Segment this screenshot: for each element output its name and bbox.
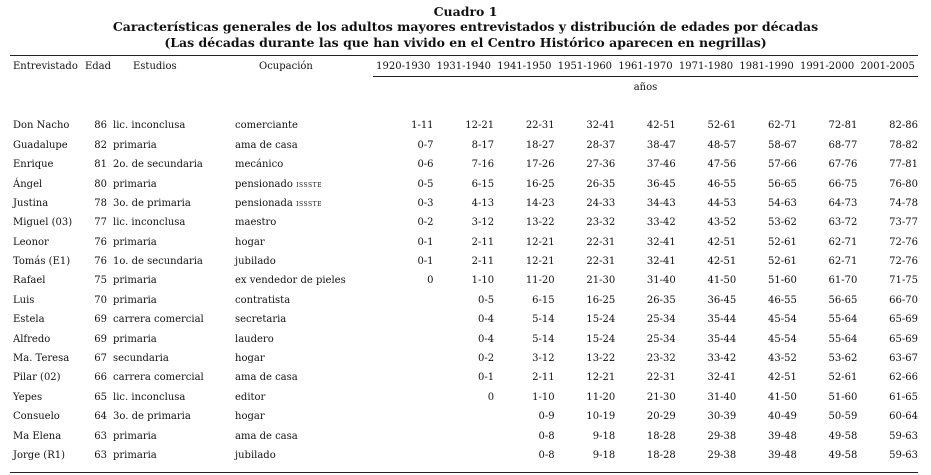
cell-ocupacion <box>235 155 373 174</box>
table-row <box>10 233 918 252</box>
occupation-text: pensionado <box>235 178 293 190</box>
cell-ocupacion <box>235 446 373 465</box>
cell-decade: 63-67 <box>889 353 918 365</box>
header-estudios: Estudios <box>133 61 177 73</box>
header-decade: 2001-2005 <box>860 61 915 73</box>
cell-decade: 62-66 <box>889 372 918 384</box>
header-decade: 1931-1940 <box>436 61 491 73</box>
occupation-text: mecánico <box>235 159 284 171</box>
cell-decade: 72-76 <box>889 236 918 248</box>
cell-ocupacion <box>235 213 373 232</box>
cell-decade: 60-64 <box>889 411 918 423</box>
cell-decade: 36-45 <box>707 294 737 306</box>
cell-ocupacion <box>235 291 373 310</box>
bottom-rule <box>10 472 918 473</box>
header-entrevistado: Entrevistado <box>13 61 78 73</box>
cell-decade: 17-26 <box>525 159 555 171</box>
cell-estudios: 2o. de secundaria <box>113 159 203 171</box>
table-row <box>10 407 918 426</box>
cell-decade: 62-71 <box>768 120 797 132</box>
occupation-text: editor <box>235 391 266 403</box>
occupation-text: maestro <box>235 217 277 229</box>
cell-entrevistado: Tomás (E1) <box>13 256 71 268</box>
cell-decade: 53-62 <box>768 217 797 229</box>
cell-decade: 31-40 <box>646 275 676 287</box>
cell-decade: 53-62 <box>828 353 858 365</box>
cell-estudios: secundaria <box>113 353 169 365</box>
table-row <box>10 194 918 213</box>
cell-decade: 51-60 <box>768 275 797 287</box>
cell-decade: 82-86 <box>889 120 918 132</box>
cell-decade: 56-65 <box>768 178 797 190</box>
cell-decade: 15-24 <box>586 333 616 345</box>
cell-entrevistado: Don Nacho <box>13 120 70 132</box>
cell-decade: 1-10 <box>471 275 495 287</box>
cell-decade: 45-54 <box>768 333 797 345</box>
cell-decade: 71-75 <box>889 275 918 287</box>
cell-decade: 55-64 <box>828 314 858 326</box>
header-decade: 1991-2000 <box>799 61 855 73</box>
cell-ocupacion <box>235 407 373 426</box>
cell-decade: 0-9 <box>538 411 555 423</box>
cell-decade: 32-41 <box>586 120 616 132</box>
cell-decade: 12-21 <box>465 120 495 132</box>
cell-entrevistado: Jorge (R1) <box>13 450 66 461</box>
cell-decade: 13-22 <box>525 217 555 229</box>
cell-edad: 63 <box>94 450 107 461</box>
data-table <box>10 57 918 465</box>
cell-decade: 1-10 <box>532 391 555 403</box>
header-edad: Edad <box>84 61 112 73</box>
cell-decade: 42-51 <box>707 236 737 248</box>
cell-decade <box>373 291 434 310</box>
occupation-text: comerciante <box>235 120 298 132</box>
cell-decade: 65-69 <box>889 333 918 345</box>
cell-edad: 69 <box>94 314 107 326</box>
cell-decade <box>373 446 434 465</box>
cell-decade: 28-37 <box>586 139 616 151</box>
cell-decade <box>434 407 495 426</box>
cell-ocupacion <box>235 426 373 445</box>
header-ocupacion: Ocupación <box>259 61 313 73</box>
cell-decade: 25-34 <box>646 333 676 345</box>
cell-decade: 22-31 <box>586 236 616 248</box>
cell-estudios: primaria <box>113 333 157 345</box>
occupation-text: ama de casa <box>235 139 298 151</box>
occupation-text: jubilado <box>235 450 276 461</box>
cell-decade: 51-60 <box>828 391 858 403</box>
cell-decade: 0-7 <box>417 139 434 151</box>
cell-decade <box>373 426 434 445</box>
cell-entrevistado: Miguel (03) <box>13 217 73 229</box>
cell-ocupacion <box>235 174 373 193</box>
cell-decade: 18-27 <box>525 139 555 151</box>
cell-decade: 20-29 <box>646 411 676 423</box>
cell-decade: 66-75 <box>828 178 858 190</box>
cell-decade: 55-64 <box>828 333 858 345</box>
cell-decade: 41-50 <box>707 275 737 287</box>
cell-decade: 0 <box>487 391 495 403</box>
cell-decade: 29-38 <box>707 450 737 461</box>
cell-decade: 63-72 <box>828 217 858 229</box>
cell-edad: 64 <box>94 411 107 423</box>
cell-decade: 0-2 <box>417 217 434 229</box>
cell-decade <box>434 426 495 445</box>
cell-decade: 25-34 <box>646 314 676 326</box>
cell-decade: 34-43 <box>646 197 676 209</box>
cell-decade: 50-59 <box>828 411 858 423</box>
cell-decade: 43-52 <box>707 217 737 229</box>
cell-decade: 33-42 <box>707 353 737 365</box>
cell-decade: 24-33 <box>586 197 616 209</box>
cell-entrevistado: Guadalupe <box>13 139 68 151</box>
cell-decade <box>373 349 434 368</box>
cell-decade: 4-13 <box>471 197 495 209</box>
cell-entrevistado: Rafael <box>13 275 46 287</box>
cell-decade: 43-52 <box>768 353 797 365</box>
cell-decade: 31-40 <box>707 391 737 403</box>
table-row <box>10 271 918 290</box>
cell-edad: 82 <box>94 139 107 151</box>
cell-decade: 16-25 <box>586 294 616 306</box>
cell-decade <box>373 388 434 407</box>
table-body <box>10 77 918 465</box>
occupation-text: hogar <box>235 236 265 248</box>
occupation-text: ama de casa <box>235 430 298 442</box>
cell-decade: 57-66 <box>768 159 797 171</box>
cell-decade <box>373 329 434 348</box>
cell-decade: 21-30 <box>586 275 616 287</box>
table-row <box>10 388 918 407</box>
cell-decade: 18-28 <box>646 430 676 442</box>
occupation-text: hogar <box>235 411 265 423</box>
cell-decade: 23-32 <box>586 217 616 229</box>
cell-entrevistado: Yepes <box>13 391 43 403</box>
cell-estudios: primaria <box>113 275 157 287</box>
cell-decade: 0-1 <box>417 236 434 248</box>
cell-decade: 41-50 <box>768 391 797 403</box>
occupation-text: jubilado <box>235 256 276 268</box>
cell-edad: 66 <box>94 372 107 384</box>
cell-decade: 3-12 <box>532 353 555 365</box>
cell-decade: 47-56 <box>707 159 737 171</box>
cell-decade: 2-11 <box>471 256 495 268</box>
cell-decade: 52-61 <box>707 120 737 132</box>
cell-decade: 62-71 <box>828 256 858 268</box>
anos-row <box>10 77 918 97</box>
cell-decade: 0-1 <box>417 256 434 268</box>
cell-estudios: primaria <box>113 450 157 461</box>
cell-decade: 67-76 <box>828 159 858 171</box>
cell-decade: 6-15 <box>532 294 555 306</box>
header-decade: 1981-1990 <box>739 61 794 73</box>
cell-decade: 2-11 <box>471 236 495 248</box>
cell-decade: 12-21 <box>525 256 555 268</box>
header-decade: 1951-1960 <box>557 61 613 73</box>
institution-abbrev: ISSSTE <box>296 181 322 189</box>
cell-decade: 11-20 <box>525 275 555 287</box>
cell-estudios: primaria <box>113 139 157 151</box>
cell-estudios: primaria <box>113 178 157 190</box>
cell-decade: 13-22 <box>586 353 616 365</box>
cell-decade: 73-77 <box>889 217 918 229</box>
cell-estudios: 1o. de secundaria <box>113 256 203 268</box>
cell-decade: 65-69 <box>889 314 918 326</box>
header-decade: 1920-1930 <box>376 61 431 73</box>
occupation-text: ama de casa <box>235 372 298 384</box>
cell-decade: 61-65 <box>889 391 918 403</box>
cell-ocupacion <box>235 388 373 407</box>
cell-decade: 76-80 <box>889 178 918 190</box>
cell-ocupacion <box>235 136 373 155</box>
cell-decade: 0-5 <box>417 178 434 190</box>
table-row <box>10 310 918 329</box>
cell-estudios: 3o. de primaria <box>113 411 191 423</box>
cell-decade: 39-48 <box>768 450 797 461</box>
table-row <box>10 426 918 445</box>
cell-ocupacion <box>235 368 373 387</box>
cell-decade: 14-23 <box>525 197 555 209</box>
table-row <box>10 446 918 465</box>
occupation-text: secretaria <box>235 314 287 326</box>
cell-edad: 76 <box>94 256 107 268</box>
cell-decade: 16-25 <box>525 178 555 190</box>
cell-ocupacion <box>235 329 373 348</box>
cell-decade: 59-63 <box>889 450 918 461</box>
cell-edad: 70 <box>94 294 107 306</box>
table-row <box>10 136 918 155</box>
cell-decade: 10-19 <box>586 411 616 423</box>
cell-decade: 56-65 <box>828 294 858 306</box>
cell-ocupacion <box>235 271 373 290</box>
cell-estudios: 3o. de primaria <box>113 197 191 209</box>
cell-entrevistado: Pilar (02) <box>13 372 61 384</box>
cell-decade: 5-14 <box>532 333 555 345</box>
cell-decade: 32-41 <box>646 236 676 248</box>
cell-decade <box>373 368 434 387</box>
cell-entrevistado: Luis <box>13 294 35 306</box>
cell-entrevistado: Consuelo <box>13 411 60 423</box>
cell-decade: 33-42 <box>646 217 676 229</box>
cell-decade: 42-51 <box>646 120 676 132</box>
cell-estudios: primaria <box>113 294 157 306</box>
cell-decade: 0-6 <box>417 159 434 171</box>
cell-decade: 0-1 <box>477 372 495 384</box>
cell-decade: 74-78 <box>889 197 918 209</box>
cell-decade: 78-82 <box>889 139 918 151</box>
cell-decade: 1-11 <box>411 120 434 132</box>
header-decade: 1941-1950 <box>497 61 552 73</box>
cell-decade: 37-46 <box>646 159 676 171</box>
cell-decade: 45-54 <box>768 314 797 326</box>
institution-abbrev: ISSSTE <box>296 200 322 208</box>
cell-edad: 78 <box>94 197 107 209</box>
cell-estudios: primaria <box>113 430 157 442</box>
cell-edad: 69 <box>94 333 107 345</box>
cell-decade: 12-21 <box>525 236 555 248</box>
cell-decade: 35-44 <box>707 333 737 345</box>
header-decade: 1971-1980 <box>678 61 734 73</box>
table-row <box>10 213 918 232</box>
cell-decade: 61-70 <box>828 275 858 287</box>
table-caption-note: (Las décadas durante las que han vivido en el Centro Histórico aparecen en negrillas) <box>164 35 767 50</box>
top-rule <box>10 55 918 56</box>
cell-entrevistado: Leonor <box>13 236 49 248</box>
cell-decade: 2-11 <box>532 372 555 384</box>
occupation-text: pensionada <box>235 197 293 209</box>
table-row <box>10 349 918 368</box>
header-row <box>10 57 918 77</box>
cell-decade: 72-81 <box>828 120 858 132</box>
cell-decade <box>373 310 434 329</box>
cell-decade: 18-28 <box>646 450 676 461</box>
cell-decade: 22-31 <box>586 256 616 268</box>
cell-ocupacion <box>235 349 373 368</box>
cell-decade: 9-18 <box>592 430 616 442</box>
cell-decade: 46-55 <box>707 178 737 190</box>
cell-decade: 64-73 <box>828 197 858 209</box>
cell-decade: 9-18 <box>592 450 616 461</box>
cell-decade: 52-61 <box>768 256 797 268</box>
cell-decade: 62-71 <box>828 236 858 248</box>
cell-decade <box>434 446 495 465</box>
table-row <box>10 329 918 348</box>
cell-entrevistado: Enrique <box>13 159 54 171</box>
cell-decade: 11-20 <box>586 391 616 403</box>
cell-entrevistado: Ma. Teresa <box>13 353 70 365</box>
cell-decade: 52-61 <box>828 372 858 384</box>
cell-decade: 8-17 <box>471 139 495 151</box>
occupation-text: laudero <box>235 333 274 345</box>
cell-estudios: carrera comercial <box>113 314 204 326</box>
cell-decade: 54-63 <box>768 197 797 209</box>
cell-entrevistado: Estela <box>13 314 45 326</box>
cell-edad: 76 <box>94 236 107 248</box>
cell-decade: 0-4 <box>477 314 495 326</box>
cell-decade: 49-58 <box>828 450 858 461</box>
cell-decade: 23-32 <box>646 353 676 365</box>
cell-estudios: lic. inconclusa <box>113 391 186 403</box>
cell-edad: 63 <box>94 430 107 442</box>
cell-edad: 77 <box>94 217 107 229</box>
cell-decade: 0-2 <box>477 353 495 365</box>
cell-ocupacion <box>235 116 373 135</box>
cell-decade: 32-41 <box>707 372 737 384</box>
cell-decade: 40-49 <box>768 411 797 423</box>
cell-decade: 44-53 <box>707 197 737 209</box>
cell-decade: 36-45 <box>646 178 676 190</box>
occupation-text: ex vendedor de pieles <box>235 275 346 287</box>
cell-edad: 81 <box>94 159 107 171</box>
cell-ocupacion <box>235 233 373 252</box>
cell-entrevistado: Ma Elena <box>13 430 62 442</box>
table-row <box>10 155 918 174</box>
cell-decade: 68-77 <box>828 139 858 151</box>
cell-decade: 15-24 <box>586 314 616 326</box>
cell-decade: 38-47 <box>646 139 676 151</box>
cell-decade: 0-5 <box>477 294 495 306</box>
occupation-text: contratista <box>235 294 291 306</box>
cell-decade: 30-39 <box>707 411 737 423</box>
cell-decade: 22-31 <box>525 120 555 132</box>
cell-decade: 0-8 <box>538 450 555 461</box>
header-decade: 1961-1970 <box>618 61 673 73</box>
cell-decade: 59-63 <box>889 430 918 442</box>
table-caption-title: Características generales de los adultos mayores entrevistados y distribución de edades por décadas <box>112 19 819 34</box>
occupation-text: hogar <box>235 353 265 365</box>
cell-decade: 0-3 <box>417 197 434 209</box>
table-row <box>10 252 918 271</box>
cell-decade: 0 <box>427 275 434 287</box>
cell-decade: 42-51 <box>768 372 797 384</box>
cell-estudios: primaria <box>113 236 157 248</box>
cell-decade: 46-55 <box>768 294 797 306</box>
cell-decade: 52-61 <box>768 236 797 248</box>
cell-edad: 65 <box>94 391 107 403</box>
cell-decade: 26-35 <box>646 294 676 306</box>
cell-estudios: lic. inconclusa <box>113 120 186 132</box>
cell-decade: 6-15 <box>471 178 495 190</box>
cell-decade: 66-70 <box>889 294 918 306</box>
cell-decade: 39-48 <box>768 430 797 442</box>
table-row <box>10 174 918 193</box>
cell-edad: 80 <box>94 178 107 190</box>
cell-decade: 0-4 <box>477 333 495 345</box>
cell-decade: 3-12 <box>471 217 495 229</box>
cell-decade: 35-44 <box>707 314 737 326</box>
cell-decade: 21-30 <box>646 391 676 403</box>
table-row <box>10 291 918 310</box>
cell-decade: 12-21 <box>586 372 616 384</box>
table-caption-number: Cuadro 1 <box>433 4 498 19</box>
cell-decade: 7-16 <box>471 159 495 171</box>
table-row <box>10 368 918 387</box>
cell-decade: 22-31 <box>646 372 676 384</box>
cell-edad: 67 <box>94 353 107 365</box>
cell-decade: 27-36 <box>586 159 616 171</box>
cell-decade: 58-67 <box>768 139 797 151</box>
cell-decade: 26-35 <box>586 178 616 190</box>
cell-decade: 77-81 <box>889 159 918 171</box>
cell-edad: 86 <box>94 120 107 132</box>
cell-decade: 42-51 <box>707 256 737 268</box>
cell-decade: 32-41 <box>646 256 676 268</box>
cell-decade: 0-8 <box>538 430 555 442</box>
cell-decade: 49-58 <box>828 430 858 442</box>
cell-ocupacion <box>235 252 373 271</box>
cell-decade: 29-38 <box>707 430 737 442</box>
cell-decade: 72-76 <box>889 256 918 268</box>
anos-label: años <box>373 77 918 97</box>
cell-ocupacion <box>235 310 373 329</box>
cell-decade: 48-57 <box>707 139 737 151</box>
cell-estudios: carrera comercial <box>113 372 204 384</box>
cell-entrevistado: Ángel <box>13 178 43 190</box>
cell-edad: 75 <box>94 275 107 287</box>
cell-decade <box>373 407 434 426</box>
table-row <box>10 116 918 135</box>
cell-entrevistado: Alfredo <box>13 333 51 345</box>
cell-decade: 5-14 <box>532 314 555 326</box>
cell-ocupacion <box>235 194 373 213</box>
cell-estudios: lic. inconclusa <box>113 217 186 229</box>
cell-entrevistado: Justina <box>13 197 49 209</box>
